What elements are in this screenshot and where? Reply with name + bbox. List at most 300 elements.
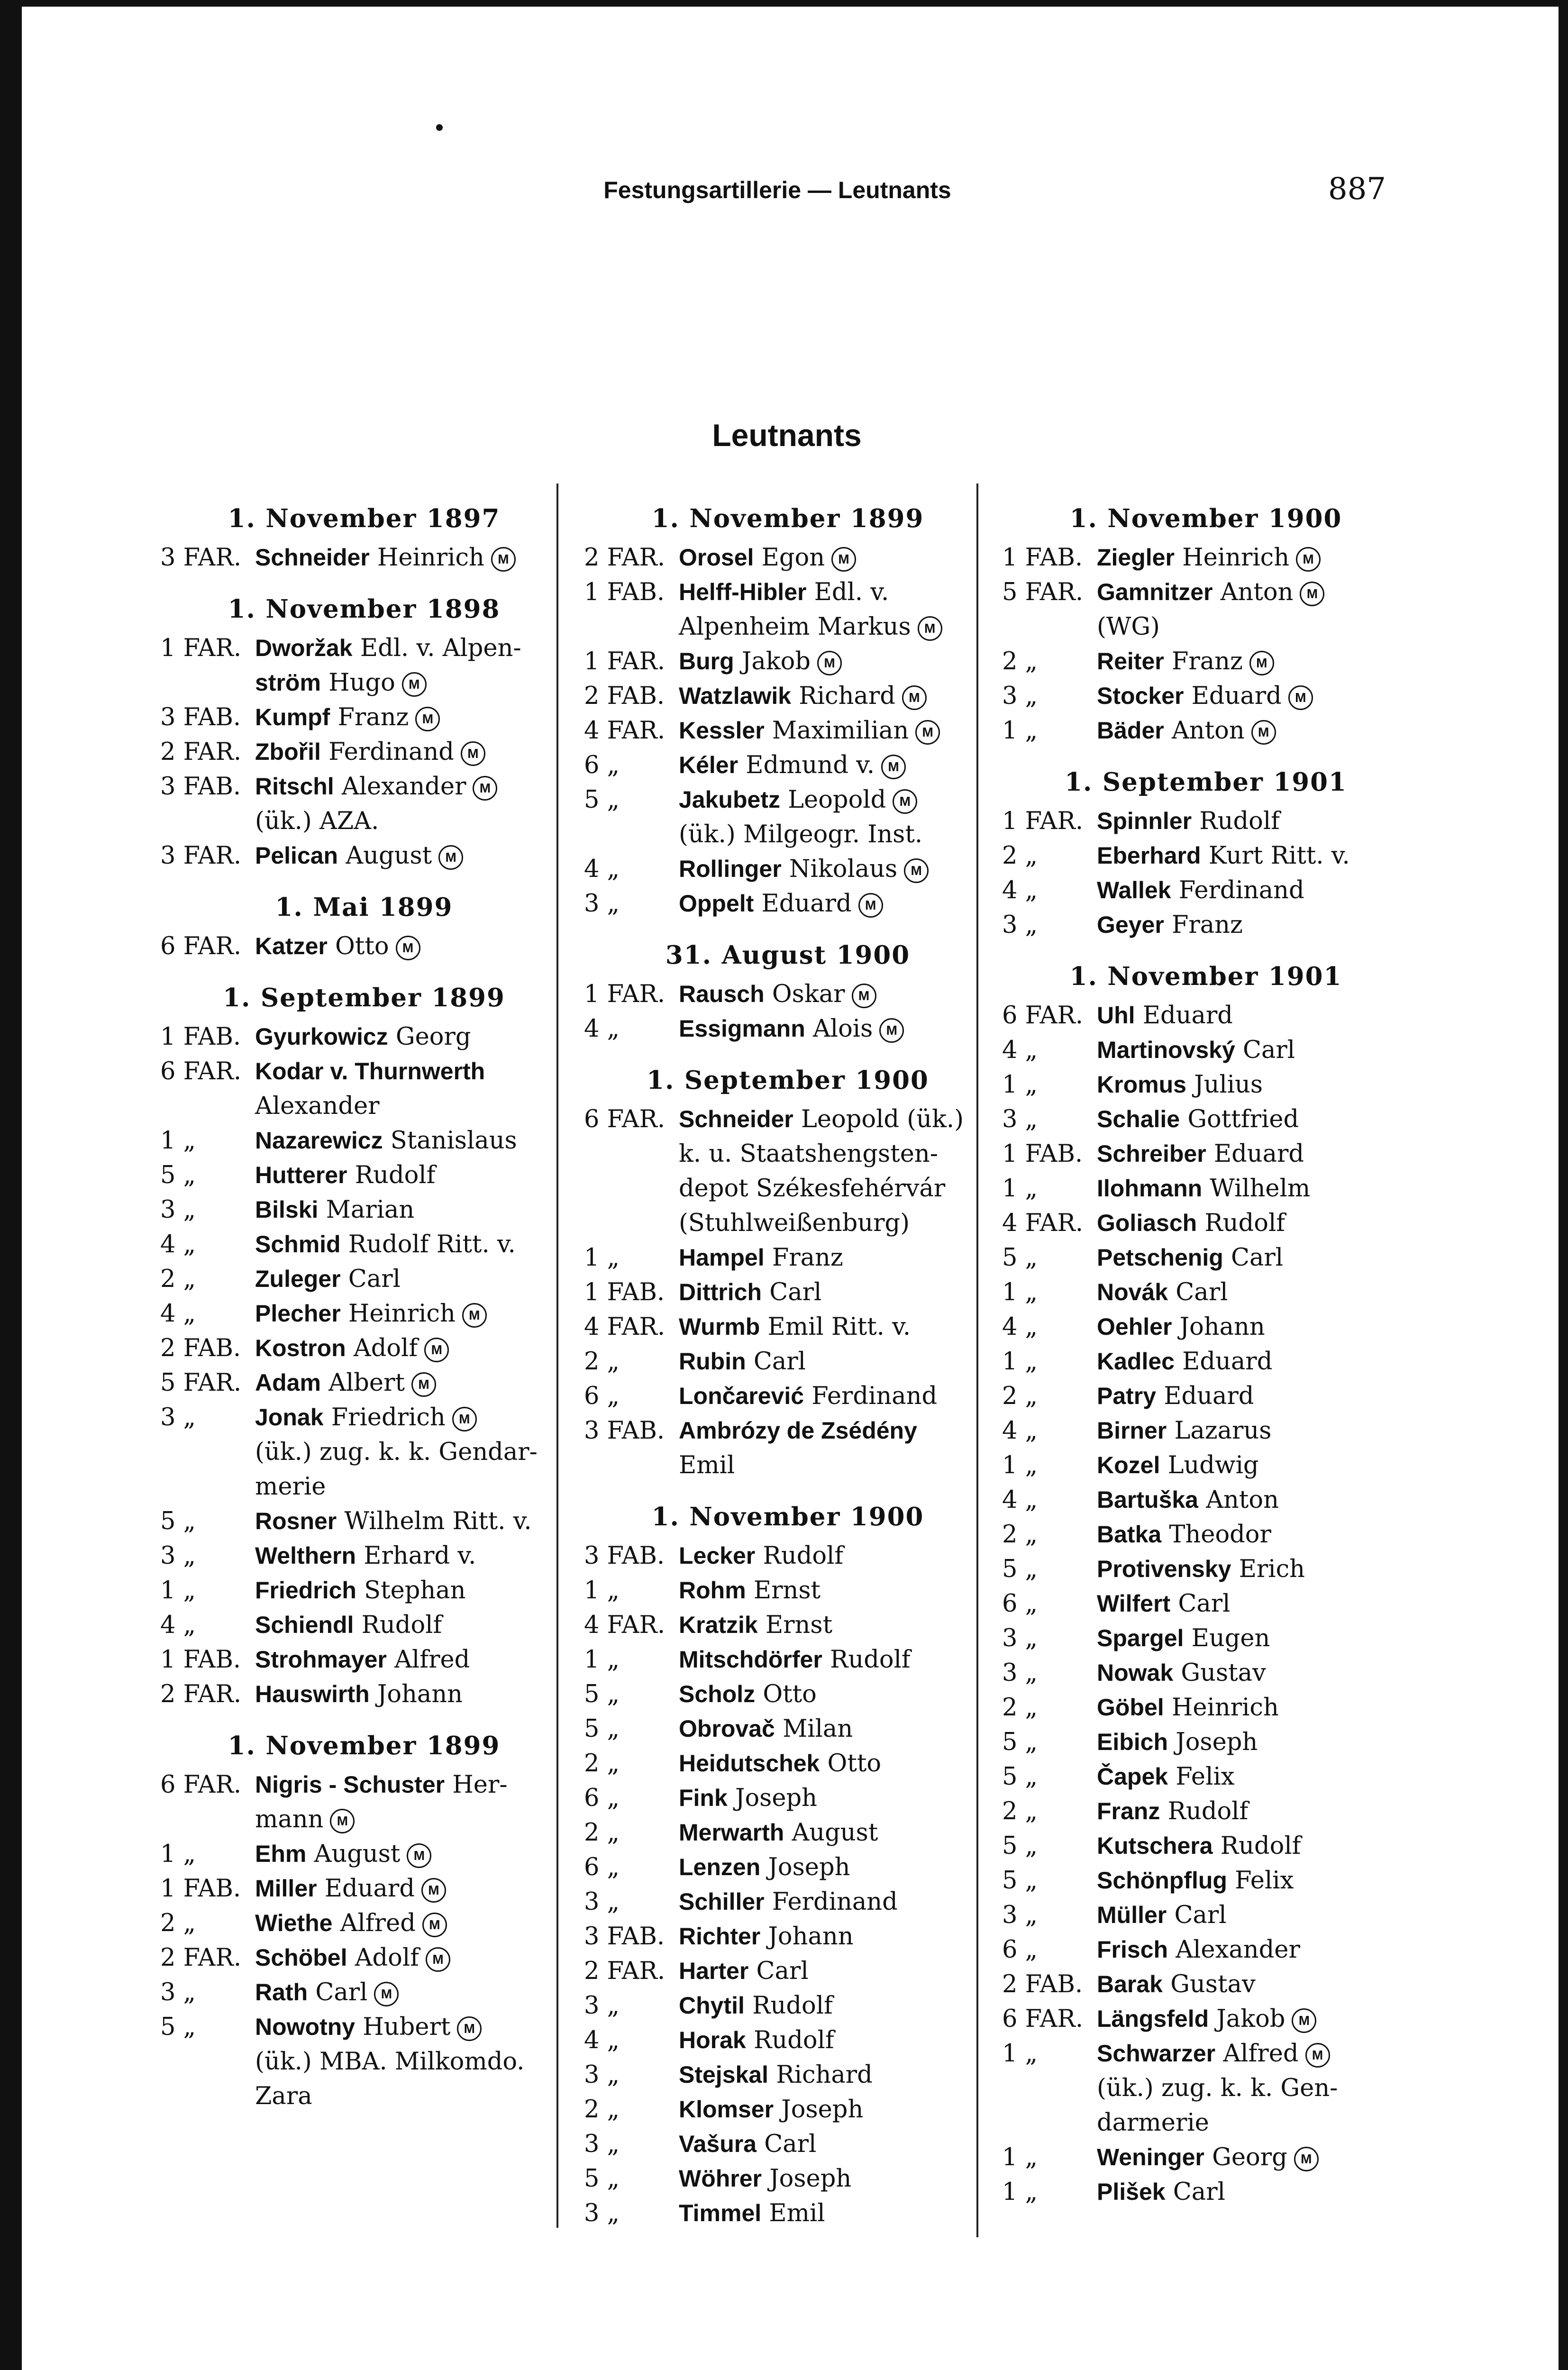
unit-designation: 1 „ xyxy=(1002,1071,1038,1099)
officer-entry xyxy=(160,1054,568,1089)
officer-surname: Goliasch xyxy=(1097,1210,1197,1236)
officer-entry xyxy=(584,1275,992,1310)
unit-designation: 2 „ xyxy=(160,1265,196,1293)
officer-surname: Dittrich xyxy=(679,1279,762,1305)
officer-surname: Spargel xyxy=(1097,1625,1184,1651)
unit-designation: 4 „ xyxy=(1002,1417,1038,1445)
officer-given-name: Eugen xyxy=(1184,1624,1270,1652)
officer-entry xyxy=(584,1781,992,1815)
entry-text: (Stuhlweißenburg) xyxy=(679,1209,910,1237)
officer-surname: Bartuška xyxy=(1097,1486,1198,1513)
officer-given-name: Carl xyxy=(1168,1278,1228,1306)
officer-surname: Hutterer xyxy=(255,1162,347,1188)
officer-surname: Vašura xyxy=(679,2131,757,2157)
officer-surname: Schwarzer xyxy=(1097,2040,1216,2067)
circled-m-icon: M xyxy=(457,2016,482,2041)
officer-given-name: Oskar xyxy=(764,980,845,1008)
officer-entry xyxy=(160,1573,568,1608)
officer-surname: Franz xyxy=(1097,1798,1160,1824)
officer-given-name: Alexander xyxy=(1168,1936,1300,1964)
officer-entry xyxy=(1002,679,1410,713)
officer-surname: Scholz xyxy=(679,1681,756,1707)
officer-given-name: Carl xyxy=(1223,1244,1284,1272)
circled-m-icon: M xyxy=(415,707,440,731)
officer-surname: Lončarević xyxy=(679,1383,804,1409)
officer-entry xyxy=(1002,1413,1410,1448)
officer-given-name: Jakob xyxy=(734,647,811,675)
officer-given-name: Alexander xyxy=(334,773,466,801)
entry-text: Alexander xyxy=(255,1092,380,1120)
officer-surname: Barak xyxy=(1097,1971,1163,1997)
officer-given-name: Carl xyxy=(1170,1590,1231,1618)
officer-given-name: Gustav xyxy=(1173,1659,1266,1687)
officer-entry xyxy=(160,1608,568,1642)
officer-given-name: Otto xyxy=(820,1750,882,1778)
officer-surname: Stocker xyxy=(1097,683,1184,709)
officer-surname: Schreiber xyxy=(1097,1140,1206,1167)
officer-surname: Hampel xyxy=(679,1244,765,1271)
officer-entry xyxy=(160,1331,568,1366)
unit-designation: 3 „ xyxy=(1002,1659,1038,1687)
unit-designation: 2 „ xyxy=(1002,1382,1038,1410)
unit-designation: 3 „ xyxy=(160,1542,196,1570)
officer-entry xyxy=(584,1102,992,1137)
officer-entry xyxy=(584,2058,992,2092)
officer-entry xyxy=(584,886,992,921)
officer-surname: Gyurkowicz xyxy=(255,1023,388,1050)
unit-designation: 2 „ xyxy=(1002,842,1038,870)
officer-given-name: Carl xyxy=(308,1978,368,2006)
unit-designation: 2 FAR. xyxy=(160,738,242,766)
unit-designation: 2 FAR. xyxy=(160,1680,242,1708)
circled-m-icon: M xyxy=(852,984,876,1008)
officer-surname: Rath xyxy=(255,1979,308,2005)
officer-surname: Plišek xyxy=(1097,2179,1166,2205)
officer-given-name: Erich xyxy=(1231,1555,1305,1583)
continuation-line xyxy=(160,2079,568,2114)
unit-designation: 1 „ xyxy=(1002,1451,1038,1479)
officer-given-name: Alois xyxy=(805,1015,873,1043)
officer-surname: Orosel xyxy=(679,544,754,571)
officer-surname: Kadlec xyxy=(1097,1348,1175,1375)
officer-surname: Strohmayer xyxy=(255,1646,387,1673)
officer-entry xyxy=(160,700,568,735)
date-heading: 1. November 1899 xyxy=(228,1731,501,1760)
officer-surname: Harter xyxy=(679,1958,749,1984)
unit-designation: 1 „ xyxy=(1002,1348,1038,1376)
unit-designation: 4 „ xyxy=(584,1015,620,1043)
unit-designation: 2 FAR. xyxy=(160,1944,242,1972)
officer-surname: Kozel xyxy=(1097,1452,1160,1478)
unit-designation: 6 „ xyxy=(584,1784,620,1812)
officer-entry xyxy=(160,1837,568,1871)
circled-m-icon: M xyxy=(881,755,906,779)
officer-entry xyxy=(584,1413,992,1448)
officer-entry xyxy=(1002,2002,1410,2036)
officer-given-name: Ferdinand xyxy=(1171,876,1304,904)
officer-given-name: Adolf xyxy=(347,1944,419,1972)
circled-m-icon: M xyxy=(411,1372,436,1397)
officer-surname: Rollinger xyxy=(679,856,782,882)
unit-designation: 6 FAR. xyxy=(160,932,242,960)
officer-entry xyxy=(1002,1310,1410,1344)
officer-surname: Čapek xyxy=(1097,1763,1168,1790)
officer-surname: Ilohmann xyxy=(1097,1175,1203,1202)
officer-entry xyxy=(584,1379,992,1413)
officer-surname: Kéler xyxy=(679,752,738,778)
officer-surname: Wallek xyxy=(1097,877,1171,903)
officer-surname: Kodar xyxy=(255,1058,324,1085)
entry-text: mann xyxy=(255,1805,324,1833)
officer-entry xyxy=(160,735,568,769)
officer-given-name: Heinrich xyxy=(1164,1694,1279,1722)
circled-m-icon: M xyxy=(407,1843,431,1868)
officer-given-name: Franz xyxy=(1164,911,1243,939)
officer-surname: Schiendl xyxy=(255,1612,354,1638)
officer-surname: Jonak xyxy=(255,1404,324,1431)
circled-m-icon: M xyxy=(915,720,940,745)
officer-given-name: Carl xyxy=(748,1957,809,1985)
officer-given-name: Rudolf xyxy=(1212,1832,1301,1860)
unit-designation: 1 „ xyxy=(160,1127,196,1155)
officer-surname: Göbel xyxy=(1097,1694,1164,1721)
officer-entry xyxy=(584,713,992,748)
unit-designation: 4 FAR. xyxy=(1002,1209,1084,1237)
officer-surname: Gamnitzer xyxy=(1097,579,1213,605)
officer-entry xyxy=(160,540,568,575)
unit-designation: 5 „ xyxy=(584,786,620,814)
unit-designation: 3 „ xyxy=(1002,1901,1038,1929)
officer-given-name: Rudolf xyxy=(746,2026,834,2054)
unit-designation: 1 FAB. xyxy=(160,1646,241,1674)
officer-entry xyxy=(584,852,992,886)
continuation-line xyxy=(584,610,992,644)
continuation-line xyxy=(160,2044,568,2079)
officer-given-name: Emil Ritt. v. xyxy=(760,1313,911,1341)
unit-designation: 1 FAB. xyxy=(160,1875,241,1903)
unit-designation: 3 „ xyxy=(584,1992,620,2020)
unit-designation: 4 „ xyxy=(1002,876,1038,904)
officer-surname: Welthern xyxy=(255,1542,356,1569)
officer-surname: Oppelt xyxy=(679,890,754,917)
officer-entry xyxy=(584,1677,992,1712)
officer-entry xyxy=(1002,1171,1410,1206)
officer-given-name: Stephan xyxy=(356,1577,466,1604)
officer-surname: Helff-Hibler xyxy=(679,579,807,605)
continuation-line xyxy=(1002,2071,1410,2106)
officer-entry xyxy=(160,929,568,964)
officer-surname: Kostron xyxy=(255,1335,346,1361)
officer-surname: Rohm xyxy=(679,1577,746,1604)
officer-entry xyxy=(584,977,992,1012)
circled-m-icon: M xyxy=(374,1982,399,2006)
officer-given-name: Ludwig xyxy=(1160,1451,1259,1479)
officer-entry xyxy=(584,1919,992,1954)
officer-entry xyxy=(1002,839,1410,873)
continuation-line xyxy=(1002,610,1410,644)
officer-surname: Plecher xyxy=(255,1300,341,1327)
unit-designation: 4 FAR. xyxy=(584,1313,665,1341)
officer-given-name: Marian xyxy=(318,1196,415,1224)
officer-surname: Mitschdörfer xyxy=(679,1646,822,1673)
officer-surname: Martinovský xyxy=(1097,1037,1235,1063)
officer-given-name: Otto xyxy=(327,932,389,960)
unit-designation: 5 „ xyxy=(1002,1832,1038,1860)
officer-given-name: Eduard xyxy=(754,890,852,918)
circled-m-icon: M xyxy=(918,616,942,641)
officer-surname: Spinnler xyxy=(1097,808,1192,834)
officer-entry xyxy=(584,1344,992,1379)
circled-m-icon: M xyxy=(1294,2147,1319,2171)
officer-surname: Schalie xyxy=(1097,1106,1180,1132)
officer-given-name: Joseph xyxy=(774,2096,864,2124)
officer-entry xyxy=(584,783,992,817)
officer-entry xyxy=(160,1906,568,1941)
unit-designation: 4 „ xyxy=(1002,1486,1038,1514)
officer-surname: Chytil xyxy=(679,1992,745,2019)
officer-given-name: Alfred xyxy=(1215,2040,1299,2068)
officer-surname: Schmid xyxy=(255,1231,341,1258)
officer-given-name: Richard xyxy=(791,682,895,710)
circled-m-icon: M xyxy=(422,1913,447,1937)
date-heading: 1. September 1899 xyxy=(223,983,505,1012)
officer-given-name: Her- xyxy=(445,1771,508,1799)
unit-designation: 2 „ xyxy=(1002,1521,1038,1549)
officer-given-name: Eduard xyxy=(1135,1002,1233,1030)
officer-given-name: Anton xyxy=(1212,578,1294,606)
officer-entry xyxy=(584,1815,992,1850)
officer-surname: Lecker xyxy=(679,1542,756,1569)
unit-designation: 6 „ xyxy=(1002,1590,1038,1618)
unit-designation: 5 „ xyxy=(160,1507,196,1535)
officer-entry xyxy=(1002,1379,1410,1413)
scan-border-left xyxy=(0,0,22,2370)
officer-surname: Rausch xyxy=(679,981,765,1007)
officer-entry xyxy=(1002,2036,1410,2071)
officer-given-name: Rudolf xyxy=(354,1611,442,1639)
officer-given-name: Ferdinand xyxy=(804,1382,938,1410)
continuation-line xyxy=(1002,2106,1410,2140)
officer-surname: Schönpflug xyxy=(1097,1867,1227,1894)
unit-designation: 5 „ xyxy=(584,2165,620,2193)
officer-surname: Frisch xyxy=(1097,1936,1168,1963)
officer-given-name: Rudolf xyxy=(755,1542,844,1570)
officer-surname: Geyer xyxy=(1097,912,1164,938)
unit-designation: 2 FAB. xyxy=(160,1334,241,1362)
officer-entry xyxy=(160,1227,568,1262)
officer-surname: Ritschl xyxy=(255,773,334,800)
unit-designation: 1 FAR. xyxy=(1002,807,1084,835)
circled-m-icon: M xyxy=(421,1878,446,1903)
officer-given-name: Johann xyxy=(1172,1313,1265,1341)
date-heading: 1. November 1898 xyxy=(228,594,501,624)
officer-surname: Jakubetz xyxy=(679,786,780,813)
unit-designation: 2 FAR. xyxy=(584,1957,665,1985)
officer-entry xyxy=(160,1158,568,1193)
officer-given-name: Edmund v. xyxy=(738,751,875,779)
officer-entry xyxy=(160,1768,568,1802)
officer-entry xyxy=(160,1262,568,1296)
unit-designation: 1 FAR. xyxy=(584,647,665,675)
officer-surname: Bäder xyxy=(1097,717,1164,744)
unit-designation: 6 FAR. xyxy=(160,1771,242,1799)
entry-text: (ük.) MBA. Milkomdo. xyxy=(255,2048,525,2076)
unit-designation: 5 „ xyxy=(160,2013,196,2041)
officer-surname: Petschenig xyxy=(1097,1244,1223,1271)
officer-surname: Lenzen xyxy=(679,1854,761,1880)
circled-m-icon: M xyxy=(462,1303,487,1328)
officer-entry xyxy=(1002,1275,1410,1310)
officer-entry xyxy=(1002,1898,1410,1932)
officer-entry xyxy=(1002,1483,1410,1517)
officer-given-name: Joseph xyxy=(760,1853,850,1881)
continuation-line xyxy=(160,1469,568,1504)
officer-given-name: Georg xyxy=(1204,2143,1287,2171)
officer-entry xyxy=(584,1746,992,1781)
officer-surname: ström xyxy=(255,669,321,696)
unit-designation: 6 FAR. xyxy=(584,1105,665,1133)
officer-surname: Uhl xyxy=(1097,1002,1135,1029)
unit-designation: 5 „ xyxy=(1002,1867,1038,1895)
unit-designation: 1 „ xyxy=(1002,2143,1038,2171)
unit-designation: 6 „ xyxy=(584,751,620,779)
circled-m-icon: M xyxy=(817,651,842,675)
officer-entry xyxy=(584,1573,992,1608)
officer-entry xyxy=(1002,575,1410,610)
continuation-line xyxy=(160,1089,568,1123)
officer-surname: Merwarth xyxy=(679,1819,784,1846)
unit-designation: 2 „ xyxy=(584,1819,620,1847)
circled-m-icon: M xyxy=(904,858,929,883)
unit-designation: 1 „ xyxy=(1002,1278,1038,1306)
unit-designation: 3 „ xyxy=(1002,911,1038,939)
officer-given-name: Carl xyxy=(1167,1901,1227,1929)
officer-given-name: August xyxy=(306,1840,401,1868)
officer-entry xyxy=(160,1193,568,1227)
officer-entry xyxy=(1002,2175,1410,2209)
officer-surname: Dworžak xyxy=(255,635,353,661)
officer-surname: Oehler xyxy=(1097,1313,1172,1340)
circled-m-icon: M xyxy=(902,685,927,710)
officer-given-name: Eduard xyxy=(1156,1382,1254,1410)
officer-entry xyxy=(1002,908,1410,942)
officer-given-name: Franz xyxy=(1164,647,1243,675)
officer-surname: Reiter xyxy=(1097,648,1164,675)
officer-entry xyxy=(584,1642,992,1677)
officer-given-name: August xyxy=(784,1819,878,1847)
officer-given-name: Rudolf xyxy=(822,1646,911,1674)
unit-designation: 1 FAR. xyxy=(584,980,665,1008)
officer-given-name: Anton xyxy=(1164,717,1245,745)
officer-surname: Nowotny xyxy=(255,2014,356,2040)
officer-given-name: Edl. v. Alpen- xyxy=(352,634,521,662)
circled-m-icon: M xyxy=(1305,2043,1330,2068)
officer-given-name: Hubert xyxy=(355,2013,451,2041)
unit-designation: 3 „ xyxy=(160,1404,196,1431)
entry-text: merie xyxy=(255,1473,326,1501)
date-heading: 1. September 1901 xyxy=(1065,767,1347,797)
officer-entry xyxy=(160,1366,568,1400)
officer-surname: Kessler xyxy=(679,717,765,744)
unit-designation: 4 „ xyxy=(160,1611,196,1639)
unit-designation: 1 „ xyxy=(1002,717,1038,745)
officer-surname: Eibich xyxy=(1097,1729,1168,1755)
officer-entry xyxy=(584,2196,992,2231)
circled-m-icon: M xyxy=(831,547,856,572)
officer-surname: Müller xyxy=(1097,1902,1167,1928)
officer-given-name: Friedrich xyxy=(323,1404,446,1431)
officer-surname: Ziegler xyxy=(1097,544,1175,571)
officer-entry xyxy=(584,1539,992,1573)
officer-surname: Kratzik xyxy=(679,1612,758,1638)
officer-given-name: Joseph xyxy=(1168,1728,1258,1756)
officer-given-name: Rudolf xyxy=(744,1992,833,2020)
unit-designation: 5 FAR. xyxy=(160,1369,242,1397)
unit-designation: 1 „ xyxy=(1002,1175,1038,1203)
unit-designation: 2 FAR. xyxy=(584,544,665,572)
scan-border-right xyxy=(1559,0,1568,2370)
officer-given-name: Carl xyxy=(757,2130,817,2158)
entry-text: (ük.) Milgeogr. Inst. xyxy=(679,820,923,848)
officer-entry xyxy=(1002,1829,1410,1863)
officer-entry xyxy=(160,839,568,873)
entry-text: (ük.) AZA. xyxy=(255,807,379,835)
officer-surname: Wöhrer xyxy=(679,2165,762,2192)
officer-entry xyxy=(584,644,992,679)
page-number: 887 xyxy=(1328,172,1386,207)
officer-surname: Kromus xyxy=(1097,1071,1186,1098)
officer-entry xyxy=(160,769,568,804)
officer-surname: Richter xyxy=(679,1923,761,1950)
entry-text: Alpenheim Markus xyxy=(679,613,911,641)
officer-surname: Watzlawik xyxy=(679,683,792,709)
officer-given-name: Rudolf xyxy=(347,1161,436,1189)
unit-designation: 3 FAB. xyxy=(584,1417,665,1445)
unit-designation: 2 „ xyxy=(1002,1694,1038,1722)
unit-designation: 2 „ xyxy=(160,1909,196,1937)
officer-given-name: Heinrich xyxy=(369,544,484,572)
officer-given-name: Joseph xyxy=(762,2165,852,2193)
officer-given-name: Johann xyxy=(369,1680,463,1708)
unit-designation: 3 FAR. xyxy=(160,544,242,572)
officer-entry xyxy=(584,748,992,783)
officer-entry xyxy=(1002,1240,1410,1275)
officer-given-name: Eduard xyxy=(1174,1348,1273,1376)
officer-surname: Wiethe xyxy=(255,1910,333,1936)
officer-given-name: Heinrich xyxy=(340,1300,456,1328)
unit-designation: 6 FAR. xyxy=(1002,2005,1084,2033)
entry-text: (WG) xyxy=(1097,613,1160,641)
unit-designation: 2 „ xyxy=(584,1750,620,1778)
unit-designation: 5 „ xyxy=(584,1680,620,1708)
officer-entry xyxy=(584,1885,992,1919)
running-header: Festungsartillerie — Leutnants xyxy=(603,177,951,203)
officer-surname: Essigmann xyxy=(679,1015,805,1042)
officer-entry xyxy=(584,1310,992,1344)
officer-given-name: Ferdinand xyxy=(764,1888,898,1916)
officer-entry xyxy=(1002,873,1410,908)
entry-text: (ük.) zug. k. k. Gen- xyxy=(1097,2074,1338,2102)
officer-given-name: Lazarus xyxy=(1167,1417,1272,1445)
entry-text: k. u. Staatshengsten- xyxy=(679,1140,938,1168)
officer-given-name: August xyxy=(338,842,432,870)
officer-entry xyxy=(1002,1206,1410,1240)
officer-given-name: Wilhelm Ritt. v. xyxy=(337,1507,532,1535)
unit-designation: 3 FAB. xyxy=(584,1923,665,1951)
unit-designation: 4 FAR. xyxy=(584,1611,665,1639)
unit-designation: 3 „ xyxy=(160,1196,196,1224)
circled-m-icon: M xyxy=(452,1407,477,1431)
